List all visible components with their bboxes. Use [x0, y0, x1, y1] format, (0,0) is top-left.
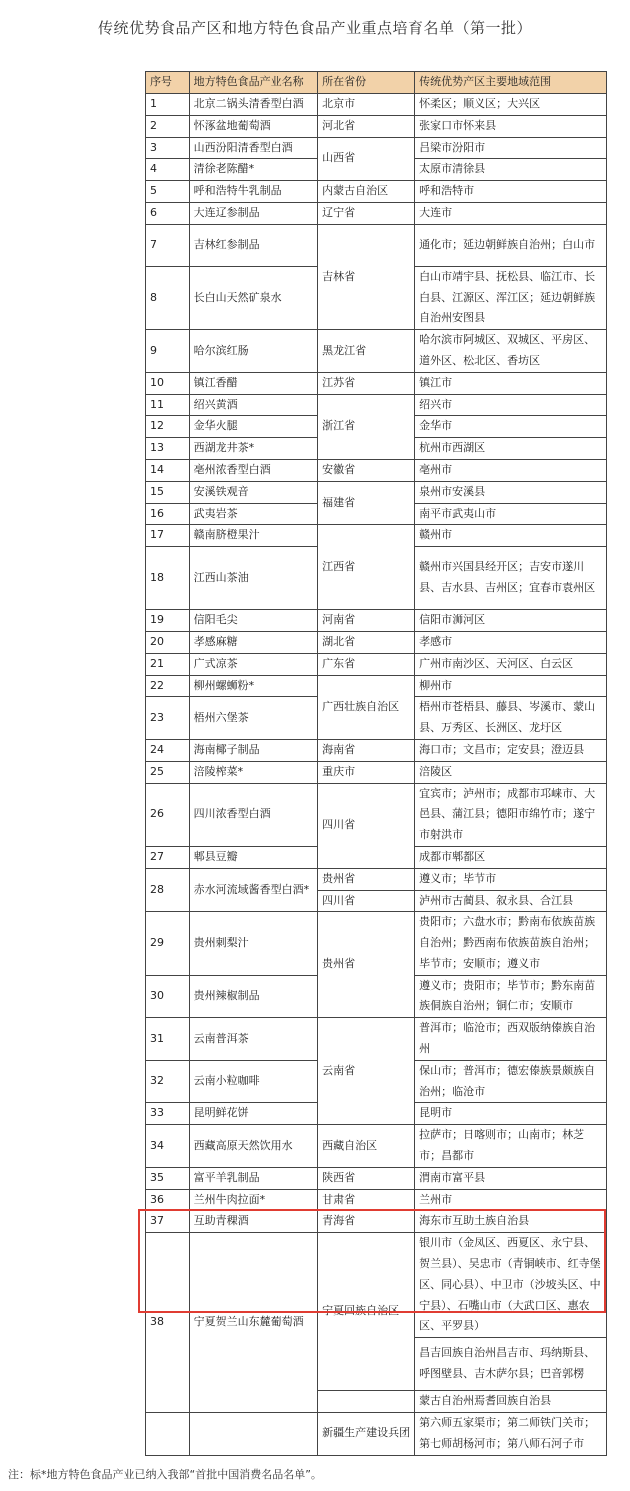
product-name: 赣南脐橙果汁 — [189, 525, 318, 547]
province: 重庆市 — [318, 761, 415, 783]
region-scope: 第六师五家渠市；第二师铁门关市；第七师胡杨河市；第八师石河子市 — [415, 1413, 607, 1456]
table-row — [146, 394, 607, 416]
product-name: 海南椰子制品 — [189, 739, 318, 761]
product-name: 怀涿盆地葡萄酒 — [189, 115, 318, 137]
product-name: 安溪铁观音 — [189, 481, 318, 503]
table-row — [146, 653, 607, 675]
product-name: 宁夏贺兰山东麓葡萄酒 — [189, 1233, 318, 1413]
row-number: 26 — [146, 783, 190, 846]
region-scope: 泉州市安溪县 — [415, 481, 607, 503]
province: 西藏自治区 — [318, 1125, 415, 1168]
product-name: 武夷岩茶 — [189, 503, 318, 525]
province: 贵州省 — [318, 868, 415, 890]
row-number: 21 — [146, 653, 190, 675]
product-name: 亳州浓香型白酒 — [189, 459, 318, 481]
row-number — [146, 1413, 190, 1456]
row-number: 31 — [146, 1018, 190, 1061]
product-name: 广式凉茶 — [189, 653, 318, 675]
region-scope: 哈尔滨市阿城区、双城区、平房区、道外区、松北区、香坊区 — [415, 330, 607, 373]
province: 河南省 — [318, 610, 415, 632]
table-row — [146, 912, 607, 975]
product-name: 富平羊乳制品 — [189, 1167, 318, 1189]
region-scope: 成都市郫都区 — [415, 846, 607, 868]
region-scope: 宜宾市；泸州市；成都市邛崃市、大邑县、蒲江县；德阳市绵竹市；遂宁市射洪市 — [415, 783, 607, 846]
row-number: 15 — [146, 481, 190, 503]
region-scope: 吕梁市汾阳市 — [415, 137, 607, 159]
region-scope: 南平市武夷山市 — [415, 503, 607, 525]
footnote: 注：标*地方特色食品产业已纳入我部“首批中国消费名品名单”。 — [8, 1468, 322, 1481]
region-scope: 信阳市浉河区 — [415, 610, 607, 632]
region-scope: 蒙古自治州焉耆回族自治县 — [415, 1391, 607, 1413]
row-number: 8 — [146, 266, 190, 329]
region-scope: 保山市；普洱市；德宏傣族景颇族自治州；临沧市 — [415, 1060, 607, 1103]
table-row — [146, 783, 607, 846]
row-number: 5 — [146, 181, 190, 203]
table-row — [146, 137, 607, 159]
region-scope: 大连市 — [415, 202, 607, 224]
region-scope: 遵义市；贵阳市；毕节市；黔东南苗族侗族自治州；铜仁市；安顺市 — [415, 975, 607, 1018]
table-row — [146, 1167, 607, 1189]
highlight-box — [138, 1209, 606, 1313]
product-name: 绍兴黄酒 — [189, 394, 318, 416]
row-number: 34 — [146, 1125, 190, 1168]
region-scope: 海东市互助土族自治县 — [415, 1211, 607, 1233]
table-row — [146, 202, 607, 224]
table-row — [146, 525, 607, 547]
province: 辽宁省 — [318, 202, 415, 224]
table-row — [146, 181, 607, 203]
row-number: 33 — [146, 1103, 190, 1125]
product-name: 吉林红参制品 — [189, 224, 318, 266]
region-scope: 广州市南沙区、天河区、白云区 — [415, 653, 607, 675]
product-name: 赤水河流域酱香型白酒* — [189, 868, 318, 912]
row-number: 23 — [146, 697, 190, 740]
product-name: 北京二锅头清香型白酒 — [189, 94, 318, 116]
product-name: 云南普洱茶 — [189, 1018, 318, 1061]
product-name: 清徐老陈醋* — [189, 159, 318, 181]
row-number: 12 — [146, 416, 190, 438]
product-name: 昆明鲜花饼 — [189, 1103, 318, 1125]
province: 黑龙江省 — [318, 330, 415, 373]
province: 江西省 — [318, 525, 415, 610]
region-scope: 银川市（金凤区、西夏区、永宁县、贺兰县）、吴忠市（青铜峡市、红寺堡区、同心县）、中卫市（沙坡头区、中宁县）、石嘴山市（大武口区、惠农区、平罗县） — [415, 1233, 607, 1338]
province: 山西省 — [318, 137, 415, 181]
table-row — [146, 868, 607, 890]
product-name: 西湖龙井茶* — [189, 438, 318, 460]
row-number: 11 — [146, 394, 190, 416]
province: 吉林省 — [318, 224, 415, 329]
product-name: 四川浓香型白酒 — [189, 783, 318, 846]
province: 湖北省 — [318, 631, 415, 653]
table-row — [146, 330, 607, 373]
region-scope: 海口市；文昌市；定安县；澄迈县 — [415, 739, 607, 761]
row-number: 25 — [146, 761, 190, 783]
row-number: 18 — [146, 547, 190, 610]
row-number: 7 — [146, 224, 190, 266]
region-scope: 呼和浩特市 — [415, 181, 607, 203]
product-name: 山西汾阳清香型白酒 — [189, 137, 318, 159]
province: 广西壮族自治区 — [318, 675, 415, 739]
row-number: 13 — [146, 438, 190, 460]
product-name: 云南小粒咖啡 — [189, 1060, 318, 1103]
province: 福建省 — [318, 481, 415, 525]
product-name: 兰州牛肉拉面* — [189, 1189, 318, 1211]
region-scope: 梧州市苍梧县、藤县、岑溪市、蒙山县、万秀区、长洲区、龙圩区 — [415, 697, 607, 740]
region-scope: 杭州市西湖区 — [415, 438, 607, 460]
province: 青海省 — [318, 1211, 415, 1233]
row-number: 28 — [146, 868, 190, 912]
region-scope: 泸州市古蔺县、叙永县、合江县 — [415, 890, 607, 912]
product-name: 孝感麻糖 — [189, 631, 318, 653]
row-number: 24 — [146, 739, 190, 761]
row-number: 6 — [146, 202, 190, 224]
product-name: 互助青稞酒 — [189, 1211, 318, 1233]
row-number: 14 — [146, 459, 190, 481]
region-scope: 渭南市富平县 — [415, 1167, 607, 1189]
row-number: 32 — [146, 1060, 190, 1103]
table-row — [146, 115, 607, 137]
province: 广东省 — [318, 653, 415, 675]
region-scope: 涪陵区 — [415, 761, 607, 783]
region-scope: 赣州市 — [415, 525, 607, 547]
table-row — [146, 1018, 607, 1061]
row-number: 2 — [146, 115, 190, 137]
table-header-row — [146, 72, 607, 94]
table-row — [146, 1189, 607, 1211]
table-row — [146, 631, 607, 653]
table-row — [146, 372, 607, 394]
province: 北京市 — [318, 94, 415, 116]
row-number: 3 — [146, 137, 190, 159]
region-scope: 昌吉回族自治州昌吉市、玛纳斯县、呼图壁县、吉木萨尔县；巴音郭楞 — [415, 1338, 607, 1391]
row-number: 17 — [146, 525, 190, 547]
province: 宁夏回族自治区 — [318, 1233, 415, 1391]
product-name: 柳州螺蛳粉* — [189, 675, 318, 697]
row-number: 29 — [146, 912, 190, 975]
row-number: 22 — [146, 675, 190, 697]
province: 安徽省 — [318, 459, 415, 481]
row-number: 20 — [146, 631, 190, 653]
table-row — [146, 675, 607, 697]
product-name: 信阳毛尖 — [189, 610, 318, 632]
row-number: 38 — [146, 1233, 190, 1413]
header-name: 地方特色食品产业名称 — [189, 72, 318, 94]
product-name: 贵州辣椒制品 — [189, 975, 318, 1018]
province: 云南省 — [318, 1018, 415, 1125]
product-name: 梧州六堡茶 — [189, 697, 318, 740]
row-number: 27 — [146, 846, 190, 868]
province: 贵州省 — [318, 912, 415, 1018]
province: 浙江省 — [318, 394, 415, 459]
table-row — [146, 94, 607, 116]
table-row — [146, 739, 607, 761]
table-row — [146, 224, 607, 266]
row-number: 30 — [146, 975, 190, 1018]
province: 陕西省 — [318, 1167, 415, 1189]
table-row — [146, 1413, 607, 1456]
region-scope: 绍兴市 — [415, 394, 607, 416]
product-name: 长白山天然矿泉水 — [189, 266, 318, 329]
product-name: 哈尔滨红肠 — [189, 330, 318, 373]
province — [318, 1391, 415, 1413]
province: 海南省 — [318, 739, 415, 761]
region-scope: 昆明市 — [415, 1103, 607, 1125]
product-name: 西藏高原天然饮用水 — [189, 1125, 318, 1168]
province: 河北省 — [318, 115, 415, 137]
product-name: 贵州刺梨汁 — [189, 912, 318, 975]
row-number: 16 — [146, 503, 190, 525]
product-name: 郫县豆瓣 — [189, 846, 318, 868]
product-name — [189, 1413, 318, 1456]
row-number: 4 — [146, 159, 190, 181]
region-scope: 太原市清徐县 — [415, 159, 607, 181]
table-row — [146, 1125, 607, 1168]
row-number: 36 — [146, 1189, 190, 1211]
table-row — [146, 610, 607, 632]
province: 甘肃省 — [318, 1189, 415, 1211]
row-number: 10 — [146, 372, 190, 394]
product-name: 金华火腿 — [189, 416, 318, 438]
product-name: 大连辽参制品 — [189, 202, 318, 224]
region-scope: 张家口市怀来县 — [415, 115, 607, 137]
region-scope: 普洱市；临沧市；西双版纳傣族自治州 — [415, 1018, 607, 1061]
region-scope: 拉萨市；日喀则市；山南市；林芝市；昌都市 — [415, 1125, 607, 1168]
region-scope: 金华市 — [415, 416, 607, 438]
region-scope: 通化市；延边朝鲜族自治州；白山市 — [415, 224, 607, 266]
region-scope: 兰州市 — [415, 1189, 607, 1211]
region-scope: 孝感市 — [415, 631, 607, 653]
region-scope: 赣州市兴国县经开区；吉安市遂川县、吉水县、吉州区；宜春市袁州区 — [415, 547, 607, 610]
row-number: 9 — [146, 330, 190, 373]
product-name: 呼和浩特牛乳制品 — [189, 181, 318, 203]
product-name: 镇江香醋 — [189, 372, 318, 394]
province: 江苏省 — [318, 372, 415, 394]
table-row — [146, 761, 607, 783]
row-number: 1 — [146, 94, 190, 116]
region-scope: 柳州市 — [415, 675, 607, 697]
region-scope: 亳州市 — [415, 459, 607, 481]
header-province: 所在省份 — [318, 72, 415, 94]
region-scope: 镇江市 — [415, 372, 607, 394]
province: 新疆生产建设兵团 — [318, 1413, 415, 1456]
row-number: 19 — [146, 610, 190, 632]
region-scope: 遵义市；毕节市 — [415, 868, 607, 890]
table-row — [146, 481, 607, 503]
header-no: 序号 — [146, 72, 190, 94]
region-scope: 白山市靖宇县、抚松县、临江市、长白县、江源区、浑江区；延边朝鲜族自治州安图县 — [415, 266, 607, 329]
province: 内蒙古自治区 — [318, 181, 415, 203]
province: 四川省 — [318, 783, 415, 868]
region-scope: 怀柔区；顺义区；大兴区 — [415, 94, 607, 116]
region-scope: 贵阳市；六盘水市；黔南布依族苗族自治州；黔西南布依族苗族自治州；毕节市；安顺市；遵义市 — [415, 912, 607, 975]
table-row — [146, 459, 607, 481]
product-name: 涪陵榨菜* — [189, 761, 318, 783]
row-number: 37 — [146, 1211, 190, 1233]
product-name: 江西山茶油 — [189, 547, 318, 610]
page-title: 传统优势食品产区和地方特色食品产业重点培育名单（第一批） — [97, 19, 532, 37]
row-number: 35 — [146, 1167, 190, 1189]
province: 四川省 — [318, 890, 415, 912]
header-area: 传统优势产区主要地域范围 — [415, 72, 607, 94]
